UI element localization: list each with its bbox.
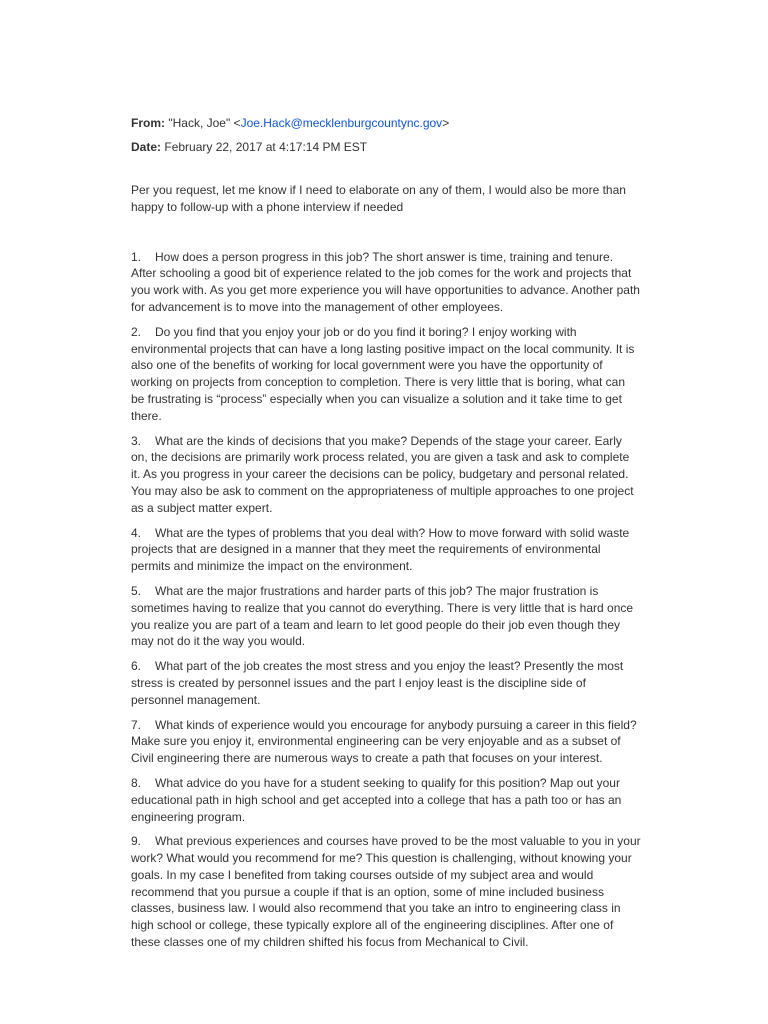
from-name: "Hack, Joe" < (168, 116, 241, 130)
list-item (131, 833, 641, 951)
item-number: 3. (131, 433, 142, 448)
item-number: 8. (131, 775, 142, 790)
item-text: How does a person progress in this job? The short answer is time, training and tenure. After schooling a good bit of experience related to the job comes for the work and projects that you work with. As you get more experience you will have opportunities to advance. Another path for advancement is to move into the management of other employees. (131, 249, 640, 314)
item-text: What advice do you have for a student seeking to qualify for this position? Map out your educational path in high school and get accepted into a college that has a path too or has an engineering program. (131, 775, 622, 824)
list-item (131, 658, 641, 708)
from-line (131, 115, 641, 132)
list-item (131, 775, 641, 825)
list-item (131, 717, 641, 767)
item-number: 5. (131, 583, 142, 598)
item-number: 1. (131, 249, 142, 264)
from-email-link[interactable]: Joe.Hack@mecklenburgcountync.gov (240, 116, 443, 130)
item-text: What are the types of problems that you deal with? How to move forward with solid waste projects that are designed in a manner that they meet the requirements of environmental permits and minimize the impact on the environment. (131, 525, 630, 574)
item-text: Do you find that you enjoy your job or do you find it boring? I enjoy working with environmental projects that can have a long lasting positive impact on the local community. It is also one of the benefits of working for local government were you have the opportunity of working on projects from conception to completion. There is very little that is boring, what can be frustrating is “process” especially when you can visualize a solution and it take time to get there. (131, 324, 635, 423)
item-number: 2. (131, 324, 142, 339)
item-number: 6. (131, 659, 142, 674)
list-item (131, 525, 641, 575)
date-value: February 22, 2017 at 4:17:14 PM EST (164, 140, 368, 154)
item-text: What previous experiences and courses have proved to be the most valuable to you in your work? What would you recommend for me? This question is challenging, without knowing your goals. In my case I benefited from taking courses outside of my subject area and would recommend that you pursue a couple if that is an option, some of mine included business classes, business law. I would also recommend that you take an intro to engineering class in high school or college, these typically explore all of the engineering disciplines. After one of these classes one of my children shifted his focus from Mechanical to Civil. (131, 834, 641, 950)
item-text: What kinds of experience would you encourage for anybody pursuing a career in this field? Make sure you enjoy it, environmental engineering can be very enjoyable and as a subset of Civil engineering there are numerous ways to create a path that focuses on your interest. (131, 717, 637, 766)
item-text: What are the kinds of decisions that you make? Depends of the stage your career. Early on, the decisions are primarily work process related, you are given a task and ask to complete it. As you progress in your career the decisions can be policy, budgetary and personal related. You may also be ask to comment on the appropriateness of multiple approaches to one project as a subject matter expert. (131, 433, 634, 515)
item-text: What are the major frustrations and harder parts of this job? The major frustration is sometimes having to realize that you cannot do everything. There is very little that is hard once you realize you are part of a team and learn to let good people do their job even though they may not do it the way you would. (131, 583, 634, 649)
from-label: From: (131, 116, 165, 130)
list-item (131, 249, 641, 316)
item-number: 4. (131, 525, 142, 540)
intro-paragraph: Per you request, let me know if I need to elaborate on any of them, I would also be more than happy to follow-up with a phone interview if needed (131, 183, 626, 214)
item-text: What part of the job creates the most stress and you enjoy the least? Presently the most stress is created by personnel issues and the part I enjoy least is the discipline side of personnel management. (131, 659, 624, 707)
qa-list (131, 249, 641, 951)
date-line (131, 139, 641, 156)
list-item (131, 324, 641, 425)
date-label: Date: (131, 140, 162, 154)
list-item (131, 433, 641, 517)
from-close-bracket: > (442, 116, 450, 130)
item-number: 7. (131, 717, 142, 732)
list-item (131, 583, 641, 650)
document-page (131, 115, 641, 959)
item-number: 9. (131, 834, 142, 849)
